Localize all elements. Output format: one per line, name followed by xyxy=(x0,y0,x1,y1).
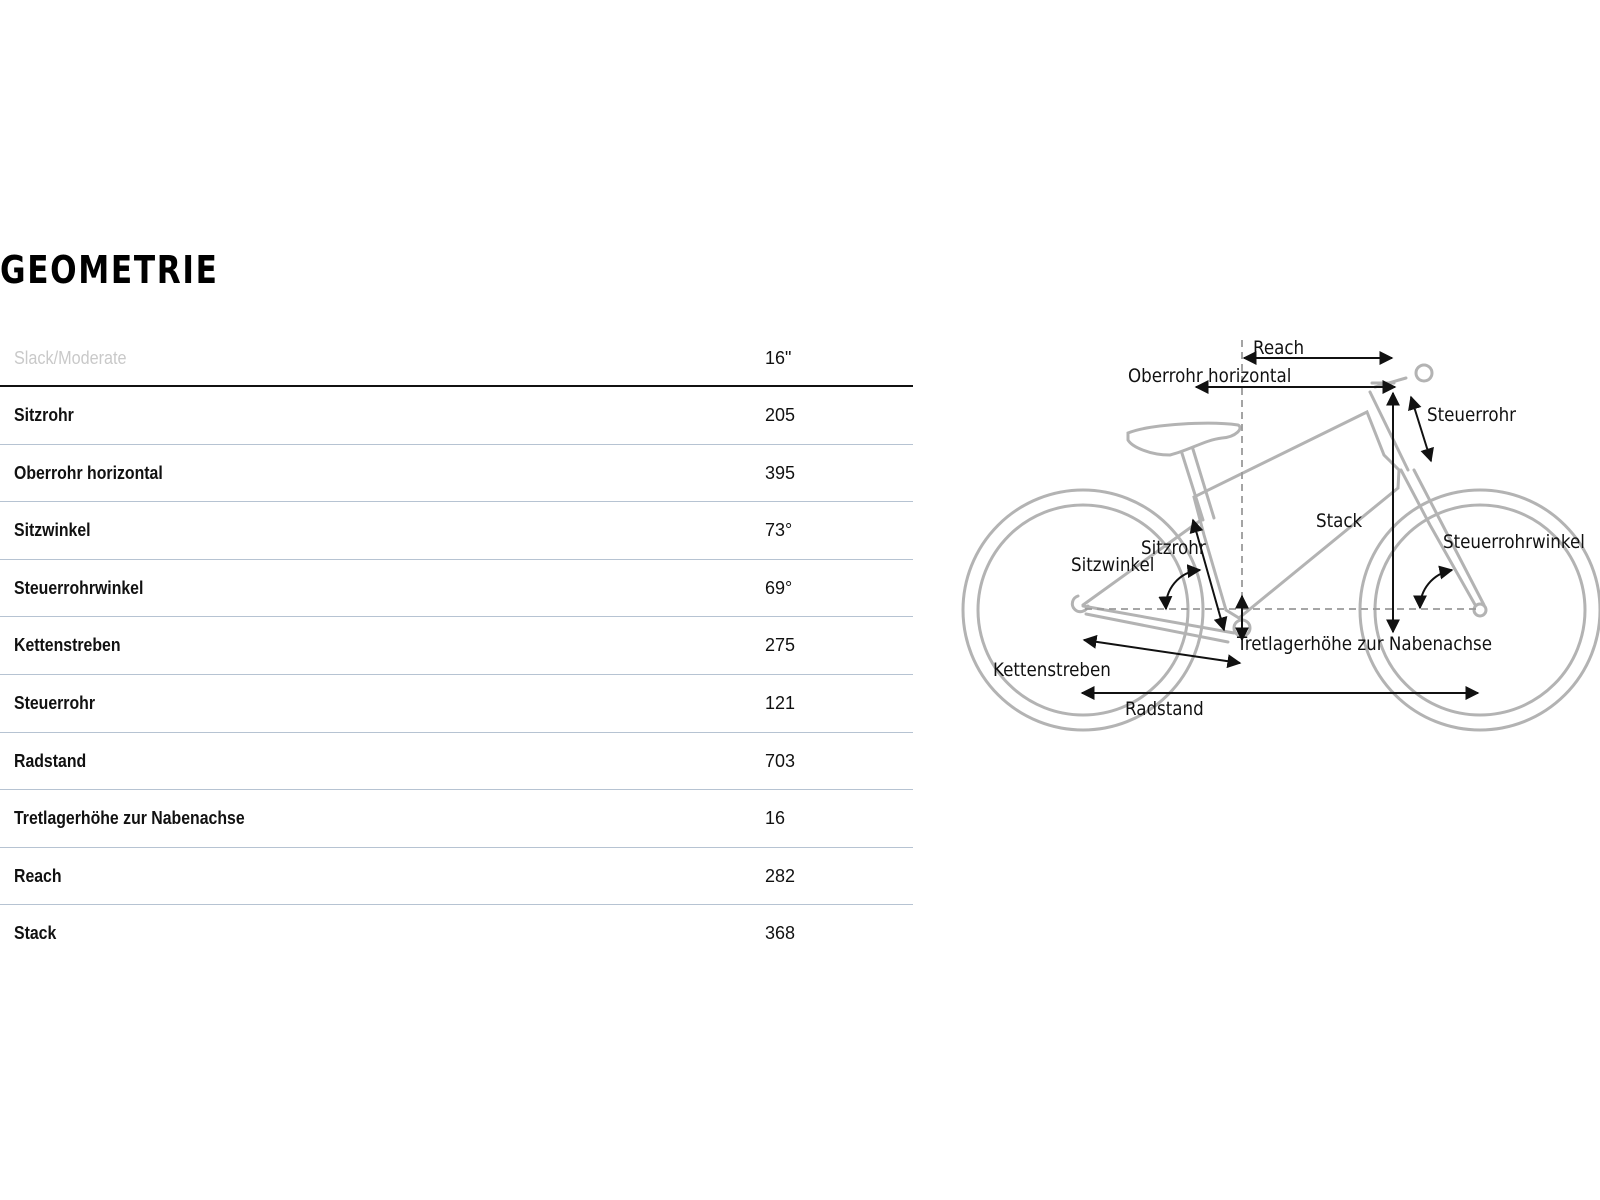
label-stack: Stack xyxy=(1316,510,1363,533)
frame-main-triangle xyxy=(1194,412,1399,618)
header-label: Slack/Moderate xyxy=(14,348,127,368)
row-value: 121 xyxy=(765,692,796,713)
label-chain-stays: Kettenstreben xyxy=(993,659,1111,682)
page-title: GEOMETRIE xyxy=(0,248,219,292)
row-label: Steuerrohrwinkel xyxy=(14,577,144,598)
label-head-angle: Steuerrohrwinkel xyxy=(1443,531,1585,554)
label-bb-height: Tretlagerhöhe zur Nabenachse xyxy=(1237,633,1493,656)
row-label: Reach xyxy=(14,865,62,886)
row-value: 368 xyxy=(765,923,796,944)
seat-post xyxy=(1180,447,1203,520)
head-angle-arc xyxy=(1420,570,1452,608)
row-label: Oberrohr horizontal xyxy=(14,462,163,483)
saddle xyxy=(1128,423,1240,455)
row-label: Radstand xyxy=(14,750,87,771)
label-wheelbase: Radstand xyxy=(1125,698,1204,721)
row-label: Stack xyxy=(14,923,57,944)
row-value: 73° xyxy=(765,520,793,541)
label-reach: Reach xyxy=(1253,337,1305,360)
label-seat-angle: Sitzwinkel xyxy=(1071,554,1155,577)
row-value: 205 xyxy=(765,405,796,425)
row-value: 16 xyxy=(765,808,786,829)
label-head-tube: Steuerrohr xyxy=(1427,404,1517,427)
label-top-tube: Oberrohr horizontal xyxy=(1128,365,1292,388)
row-value: 69° xyxy=(765,577,793,598)
row-value: 395 xyxy=(765,462,796,483)
header-size: 16" xyxy=(765,348,792,368)
row-value: 703 xyxy=(765,750,796,771)
handlebar xyxy=(1416,365,1432,381)
label-seat-tube: Sitzrohr xyxy=(1141,537,1206,560)
seat-angle-arc xyxy=(1166,570,1200,609)
row-value: 275 xyxy=(765,635,796,656)
front-dropout xyxy=(1474,604,1486,616)
row-label: Kettenstreben xyxy=(14,635,121,656)
row-label: Tretlagerhöhe zur Nabenachse xyxy=(14,808,245,829)
row-label: Steuerrohr xyxy=(14,692,95,713)
row-label: Sitzwinkel xyxy=(14,520,91,541)
row-value: 282 xyxy=(765,865,796,886)
row-label: Sitzrohr xyxy=(14,405,74,425)
